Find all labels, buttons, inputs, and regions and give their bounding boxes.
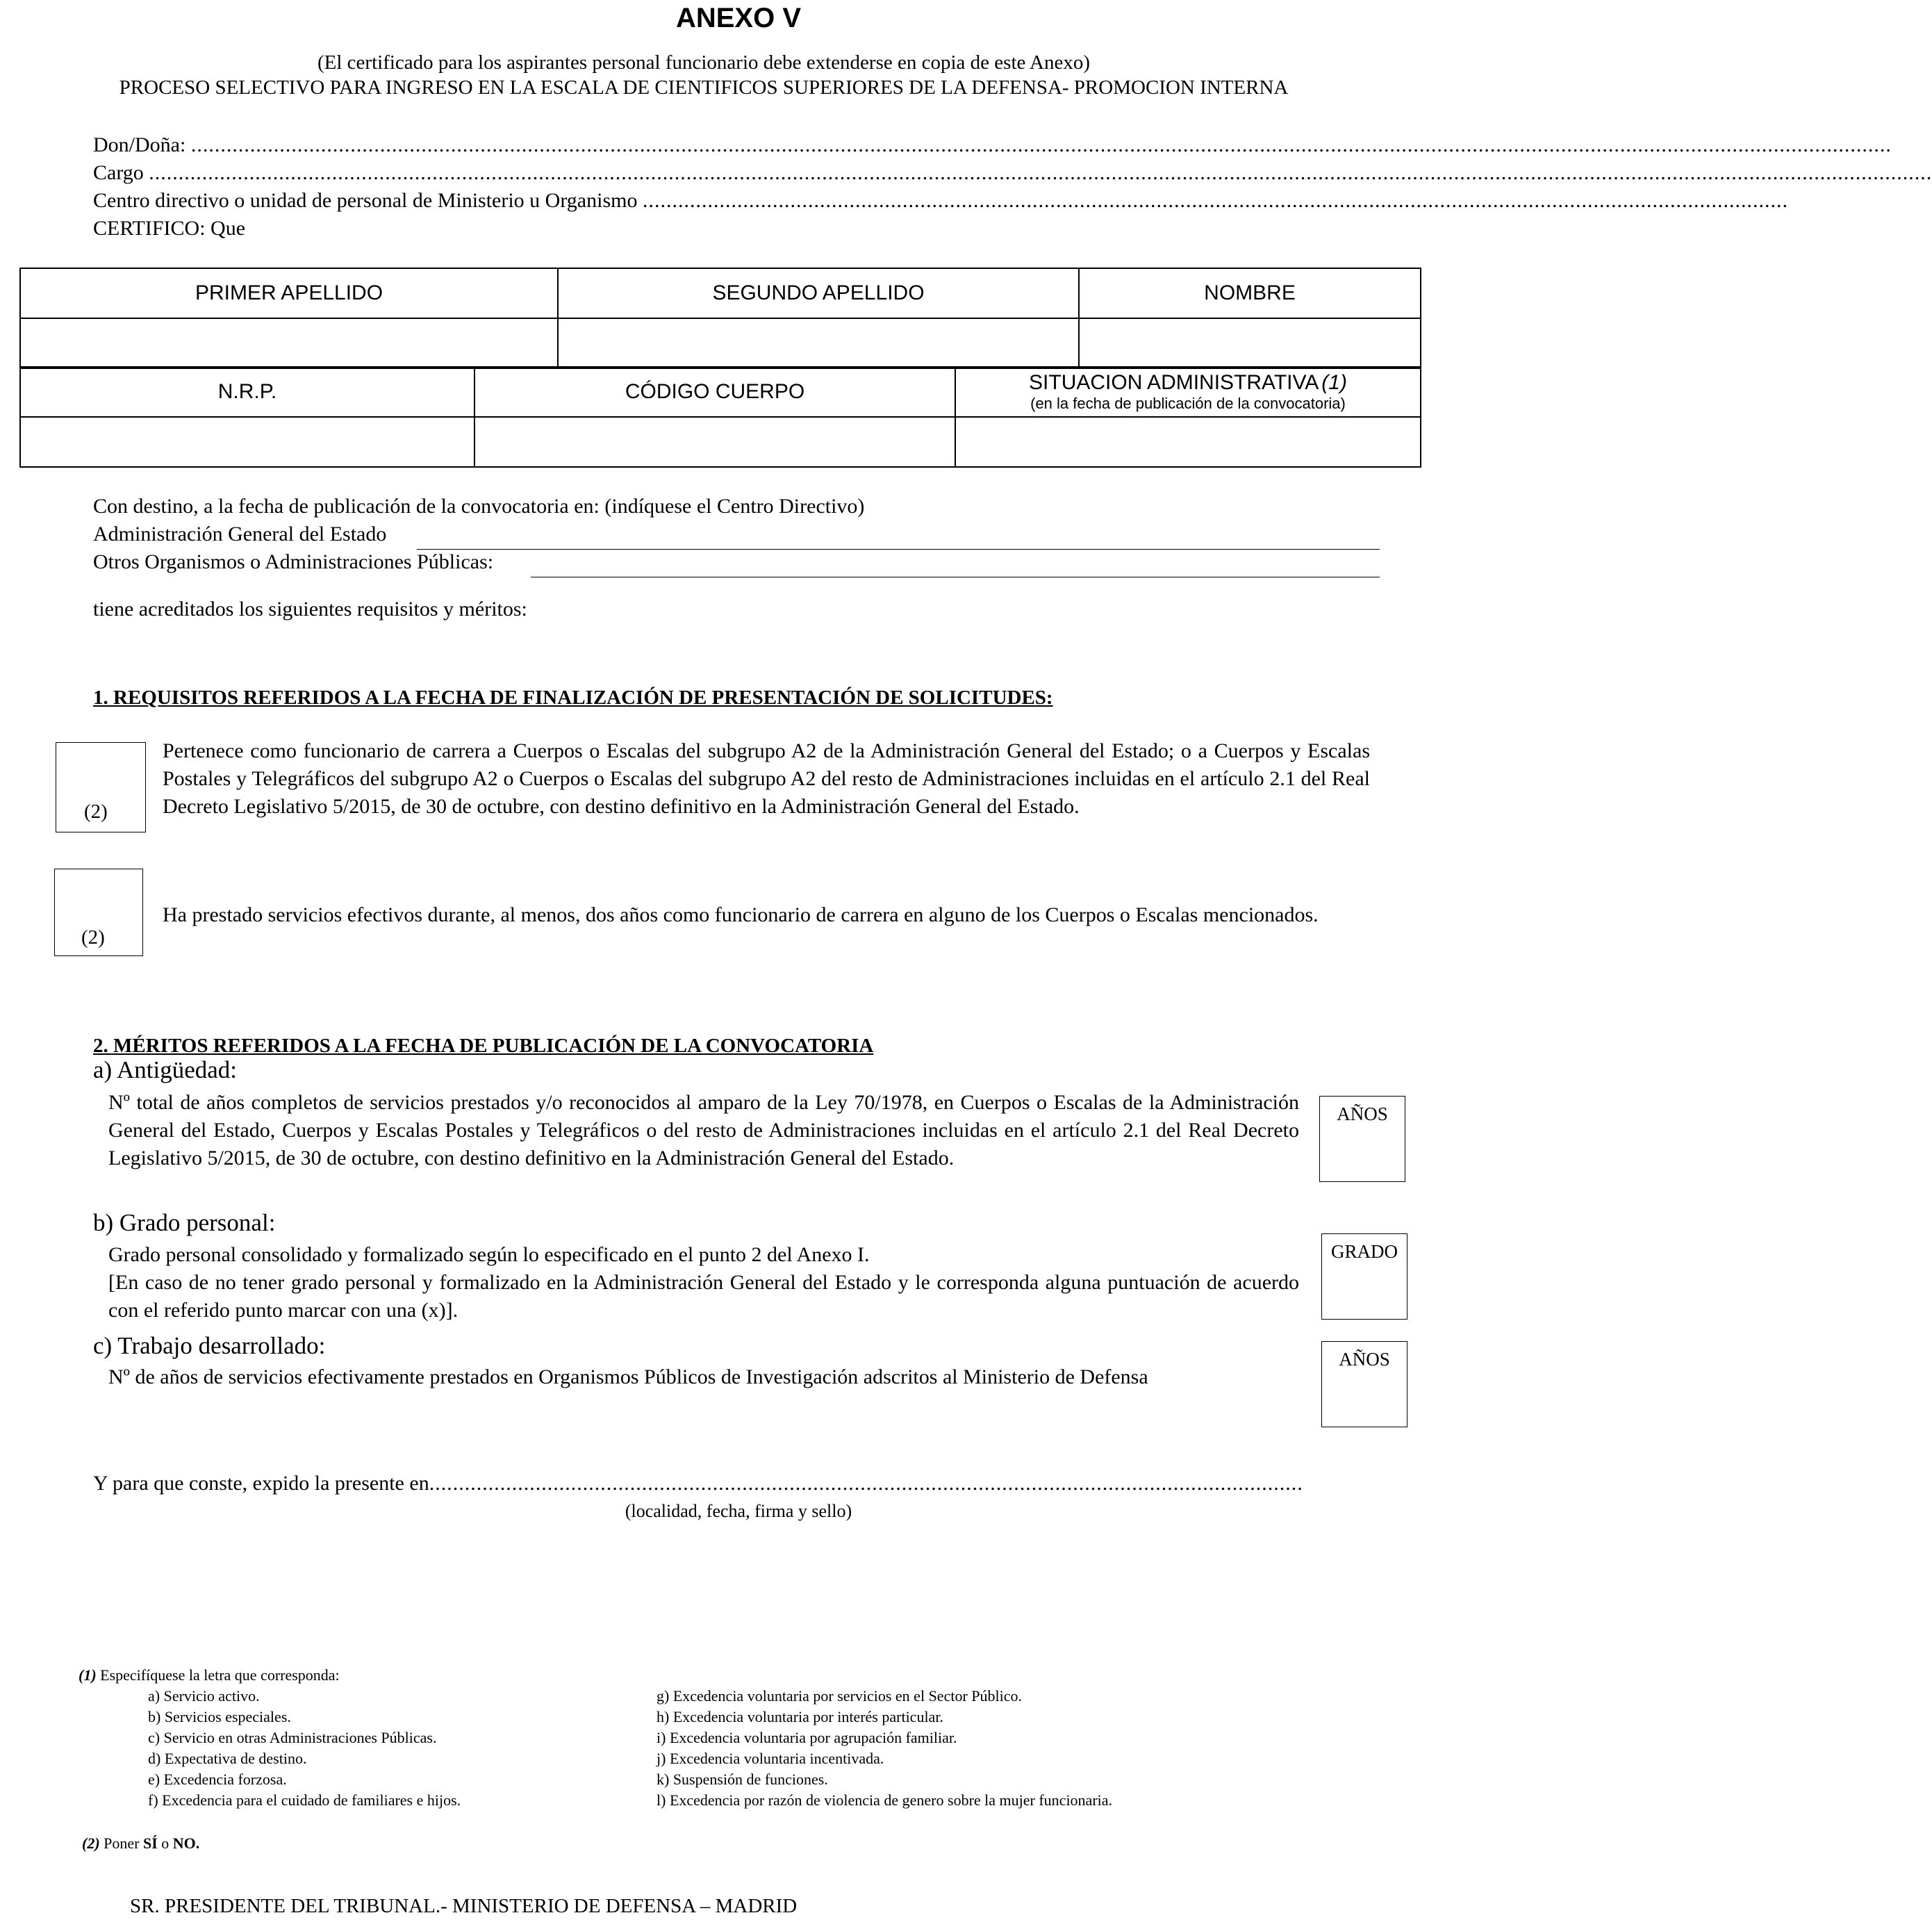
header-codigo-cuerpo: CÓDIGO CUERPO [474,367,955,417]
antiguedad-anos-box[interactable] [1319,1096,1405,1182]
personal-data-table-bottom [19,366,1421,468]
centro-label: Centro directivo o unidad de personal de Ministerio u Organismo [93,189,638,212]
requisito2-box-label: (2) [81,926,105,949]
section2-heading: 2. MÉRITOS REFERIDOS A LA FECHA DE PUBLICACIÓN DE LA CONVOCATORIA [93,1035,874,1057]
section1-heading: 1. REQUISITOS REFERIDOS A LA FECHA DE FINALIZACIÓN DE PRESENTACIÓN DE SOLICITUDES: [93,687,1053,709]
grado-box[interactable] [1321,1233,1407,1320]
situacion-option: l) Excedencia por razón de violencia de genero sobre la mujer funcionaria. [657,1791,1113,1809]
situacion-option: b) Servicios especiales. [148,1708,291,1725]
personal-data-table-top [19,268,1421,369]
expido-label: Y para que conste, expido la presente en [93,1472,429,1495]
subtitle-process: PROCESO SELECTIVO PARA INGRESO EN LA ESCALA DE CIENTIFICOS SUPERIORES DE LA DEFENSA- PROMOCION INTERNA [119,76,1289,99]
grado-text2: [En caso de no tener grado personal y formalizado en la Administración General del Estado y le corresponda alguna puntuación de acuerdo con el referido punto marcar con una (x)]. [108,1271,1299,1322]
trabajo-box-label: AÑOS [1339,1349,1390,1370]
situacion-option: k) Suspensión de funciones. [657,1771,828,1788]
trabajo-text: Nº de años de servicios efectivamente prestados en Organismos Públicos de Investigación adscritos al Ministerio de Defensa [108,1365,1148,1388]
footnote2-si: SÍ [142,1834,158,1852]
input-primer-apellido[interactable] [20,318,558,368]
requisito2-text: Ha prestado servicios efectivos durante, al menos, dos años como funcionario de carrera en alguno de los Cuerpos o Escalas mencionados. [163,903,1319,926]
situacion-option: d) Expectativa de destino. [148,1750,307,1767]
cargo-label: Cargo [93,161,144,184]
situacion-option: e) Excedencia forzosa. [148,1771,287,1788]
expido-field[interactable]: Y para que conste, expido la presente en.................................................................................................................................................... [93,1472,1303,1495]
input-situacion-administrativa[interactable] [955,417,1421,467]
input-segundo-apellido[interactable] [558,318,1079,368]
situacion-option: f) Excedencia para el cuidado de familiares e hijos. [148,1791,461,1809]
footnote2-no: NO. [172,1834,200,1852]
requisitos-intro: tiene acreditados los siguientes requisitos y méritos: [93,598,527,621]
grado-box-label: GRADO [1330,1241,1398,1262]
page-title: ANEXO V [675,3,802,33]
situacion-option: j) Excedencia voluntaria incentivada. [657,1750,884,1767]
footnote1-ref: (1) [79,1666,97,1684]
input-codigo-cuerpo[interactable] [474,417,955,467]
input-nrp[interactable] [20,417,474,467]
certifico-label: CERTIFICO: Que [93,217,246,240]
situacion-ref: (1) [1321,371,1347,394]
don-dona-label: Don/Doña: [93,133,186,156]
input-nombre[interactable] [1079,318,1421,368]
requisito1-text: Pertenece como funcionario de carrera a Cuerpos o Escalas del subgrupo A2 de la Administración General del Estado; o a Cuerpos y Escalas Postales y Telegráficos del subgrupo A2 o Cuerpos o Escalas del subgrupo A2 del resto de Administraciones incluidas en el artículo 2.1 del Real Decreto Legislativo 5/2015, de 30 de octubre, con destino definitivo en la Administración General del Estado. [163,739,1370,818]
antiguedad-box-label: AÑOS [1337,1103,1388,1124]
requisito1-box-label: (2) [84,801,108,823]
footnote1-text: Especifíquese la letra que corresponda: [100,1666,340,1684]
footnote1-header [79,1665,340,1686]
addressee: SR. PRESIDENTE DEL TRIBUNAL.- MINISTERIO DE DEFENSA – MADRID [130,1895,798,1917]
age-input-line[interactable] [417,549,1380,550]
situacion-option: g) Excedencia voluntaria por servicios en el Sector Público. [657,1687,1022,1705]
header-nombre: NOMBRE [1079,268,1421,318]
grado-title: b) Grado personal: [93,1209,276,1236]
destino-intro: Con destino, a la fecha de publicación de la convocatoria en: (indíquese el Centro Directivo) [93,495,865,518]
trabajo-title: c) Trabajo desarrollado: [93,1332,326,1359]
situacion-label: SITUACION ADMINISTRATIVA [1029,371,1319,394]
header-situacion-administrativa [955,367,1421,417]
cargo-field[interactable]: Cargo .............................................................................................................................................................................................................................................................................................................. [93,161,1932,184]
grado-text1: Grado personal consolidado y formalizado según lo especificado en el punto 2 del Anexo I. [108,1243,870,1266]
antiguedad-text: Nº total de años completos de servicios prestados y/o reconocidos al amparo de la Ley 70/1978, en Cuerpos o Escalas de la Administración General del Estado, Cuerpos y Escalas Postales y Telegráficos o del resto de Administraciones incluidas en el artículo 2.1 del Real Decreto Legislativo 5/2015, de 30 de octubre, con destino definitivo en la Administración General del Estado. [108,1091,1299,1169]
otros-label: Otros Organismos o Administraciones Públicas: [93,550,494,573]
footnote2-text: Poner [104,1834,140,1852]
antiguedad-title: a) Antigüedad: [93,1056,238,1083]
header-segundo-apellido: SEGUNDO APELLIDO [558,268,1079,318]
footnote1-left-list [148,1686,461,1811]
header-primer-apellido: PRIMER APELLIDO [20,268,558,318]
header-nrp: N.R.P. [20,367,474,417]
footnote2-o: o [161,1834,170,1852]
age-label: Administración General del Estado [93,523,387,545]
footnote1-right-list [657,1686,1112,1811]
situacion-option: i) Excedencia voluntaria por agrupación familiar. [657,1729,957,1746]
centro-field[interactable]: Centro directivo o unidad de personal de Ministerio u Organismo .................................................................................................................................................................................................. [93,189,1788,212]
situacion-note: (en la fecha de publicación de la convocatoria) [1030,395,1346,412]
don-dona-field[interactable]: Don/Doña: ................................................................................................................................................................................................................................................................................................ [93,133,1892,156]
subtitle-note: (El certificado para los aspirantes personal funcionario debe extenderse en copia de este Anexo) [317,51,1090,74]
situacion-option: a) Servicio activo. [148,1687,260,1705]
footnote2 [82,1833,199,1854]
trabajo-anos-box[interactable] [1321,1341,1407,1427]
situacion-option: c) Servicio en otras Administraciones Públicas. [148,1729,437,1746]
situacion-option: h) Excedencia voluntaria por interés particular. [657,1708,943,1725]
footnote2-ref: (2) [82,1834,100,1852]
expido-note: (localidad, fecha, firma y sello) [625,1501,852,1521]
